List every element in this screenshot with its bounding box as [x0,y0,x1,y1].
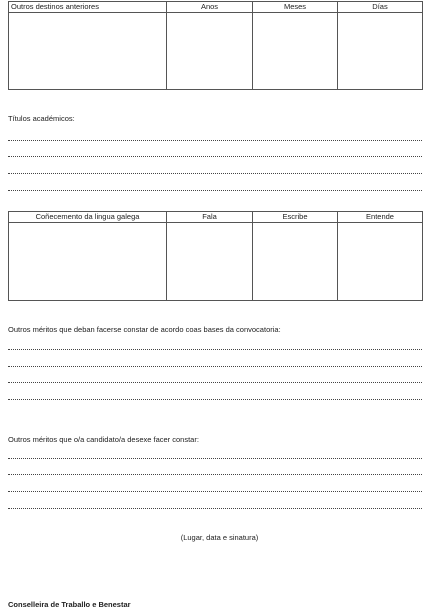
days-cell[interactable] [338,13,423,90]
table-header-row [9,2,423,13]
column-header-galician-knowledge: Coñecemento da lingua galega [9,212,167,223]
column-header-speaks: Fala [167,212,253,223]
galician-knowledge-cell[interactable] [9,223,167,301]
speaks-cell[interactable] [167,223,253,301]
column-header-days: Días [338,2,423,13]
understands-cell[interactable] [338,223,423,301]
academic-titles-label: Títulos académicos: [8,114,75,123]
academic-titles-line-1[interactable] [8,140,422,141]
merits-candidate-line-3[interactable] [8,491,422,492]
academic-titles-line-2[interactable] [8,156,422,157]
merits-bases-line-2[interactable] [8,366,422,367]
merits-bases-line-1[interactable] [8,349,422,350]
merits-bases-label: Outros méritos que deban facerse constar de acordo coas bases da convocatoria: [8,325,281,334]
table-row [9,223,423,301]
galician-language-table [8,211,423,301]
column-header-writes: Escribe [253,212,338,223]
merits-bases-line-4[interactable] [8,399,422,400]
table-row [9,13,423,90]
merits-candidate-line-1[interactable] [8,458,422,459]
column-header-destinations: Outros destinos anteriores [9,2,167,13]
writes-cell[interactable] [253,223,338,301]
merits-candidate-line-2[interactable] [8,474,422,475]
months-cell[interactable] [253,13,338,90]
merits-candidate-line-4[interactable] [8,508,422,509]
academic-titles-line-4[interactable] [8,190,422,191]
column-header-months: Meses [253,2,338,13]
years-cell[interactable] [167,13,253,90]
academic-titles-line-3[interactable] [8,173,422,174]
column-header-understands: Entende [338,212,423,223]
destinations-cell[interactable] [9,13,167,90]
footer-addressee: Conselleira de Traballo e Benestar [8,600,131,609]
merits-candidate-label: Outros méritos que o/a candidato/a desexe facer constar: [8,435,199,444]
column-header-years: Anos [167,2,253,13]
table-header-row [9,212,423,223]
signature-placeholder: (Lugar, data e sinatura) [180,533,259,542]
merits-bases-line-3[interactable] [8,382,422,383]
previous-posts-table [8,1,423,90]
